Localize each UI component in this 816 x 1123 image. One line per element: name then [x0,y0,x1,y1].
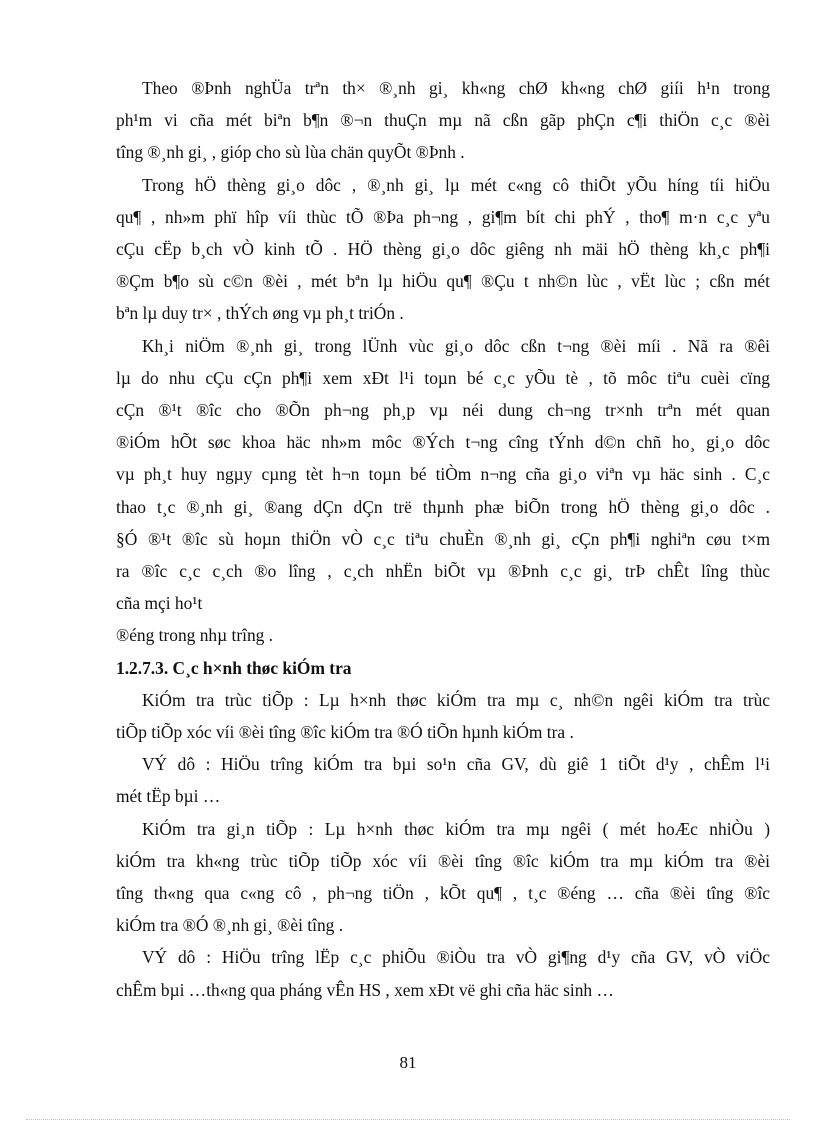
text-line: qu¶ , nh»m phï hîp víi thùc tÕ ®Þa ph¬ng , gi¶m bít chi phÝ , tho¶ m·n c¸c yªu [116,206,770,227]
text-line: KiÓm tra trùc tiÕp : Lµ h×nh thøc kiÓm tra mµ c¸ nh©n ngêi kiÓm tra trùc [142,689,770,710]
text-line: Kh¸i niÖm ®¸nh gi¸ trong lÜnh vùc gi¸o dôc cßn t¬ng ®èi míi . Nã ra ®êi [142,335,770,356]
text-line: KiÓm tra gi¸n tiÕp : Lµ h×nh thøc kiÓm tra mµ ngêi ( mét hoÆc nhiÒu ) [142,818,770,839]
text-line: ra ®îc c¸c c¸ch ®o lîng , c¸ch nhËn biÕt vµ ®Þnh c¸c gi¸ trÞ chÊt lîng thùc [116,561,770,582]
text-line: bªn lµ duy tr× , thÝch øng vµ ph¸t triÓn . [116,303,404,324]
text-line: chÊm bµi …th«ng qua pháng vÊn HS , xem xÐt vë ghi cña häc sinh … [116,979,614,1000]
body-text [116,72,770,1006]
text-line: thao t¸c ®¸nh gi¸ ®ang dÇn dÇn trë thµnh phæ biÕn trong hÖ thèng gi¸o dôc . [116,496,770,517]
text-line: cña mçi ho¹t [116,593,203,614]
text-line: vµ ph¸t huy ngµy cµng tèt h¬n toµn bé tiÒm n¬ng cña gi¸o viªn vµ häc sinh . C¸c [116,464,770,485]
text-line: Theo ®Þnh nghÜa trªn th× ®¸nh gi¸ kh«ng chØ kh«ng chØ giíi h¹n trong [142,78,770,98]
text-line: ph¹m vi cña mét biªn b¶n ®¬n thuÇn mµ nã cßn gãp phÇn c¶i thiÖn c¸c ®èi [116,110,770,131]
text-line: tiÕp tiÕp xóc víi ®èi tîng ®îc kiÓm tra ®Ó tiÕn hµnh kiÓm tra . [116,722,574,743]
text-line: §Ó ®¹t ®îc sù hoµn thiÖn vÒ c¸c tiªu chuÈn ®¸nh gi¸ cÇn ph¶i nghiªn cøu t×m [116,528,770,549]
text-line: VÝ dô : HiÖu trîng lËp c¸c phiÕu ®iÒu tra vÒ gi¶ng d¹y cña GV, vÒ viÖc [142,947,770,968]
text-line: Trong hÖ thèng gi¸o dôc , ®¸nh gi¸ lµ mét c«ng cô thiÕt yÕu híng tíi hiÖu [142,174,770,195]
page-number: 81 [399,1053,417,1072]
text-line: ®éng trong nhµ trîng . [116,625,274,646]
text-line: lµ do nhu cÇu cÇn ph¶i xem xÐt l¹i toµn bé c¸c yÕu tè , tõ môc tiªu cuèi cïng [116,367,770,388]
section-heading: 1.2.7.3. C¸c h×nh thøc kiÓm tra [116,657,352,678]
text-line: VÝ dô : HiÖu trîng kiÓm tra bµi so¹n cña GV, dù giê 1 tiÕt d¹y , chÊm l¹i [142,754,770,775]
page-bottom-divider [26,1119,790,1120]
text-line: ®Çm b¶o sù c©n ®èi , mét bªn lµ hiÖu qu¶ ®Çu t nh©n lùc , vËt lùc ; cßn mét [116,271,770,292]
text-line: mét tËp bµi … [116,786,221,807]
text-line: cÇu cËp b¸ch vÒ kinh tÕ . HÖ thèng gi¸o dôc giêng nh mäi hÖ thèng kh¸c ph¶i [116,239,770,260]
text-line: cÇn ®¹t ®îc cho ®Õn ph¬ng ph¸p vµ néi dung ch¬ng tr×nh trªn mét quan [116,400,770,421]
text-line: kiÓm tra kh«ng trùc tiÕp tiÕp xóc víi ®èi tîng ®îc kiÓm tra mµ kiÓm tra ®èi [116,850,770,871]
text-line: kiÓm tra ®Ó ®¸nh gi¸ ®èi tîng . [116,915,344,936]
text-line: tîng th«ng qua c«ng cô , ph¬ng tiÖn , kÕt qu¶ , t¸c ®éng … cña ®èi tîng ®îc [116,883,770,904]
text-line: tîng ®¸nh gi¸ , gióp cho sù lùa chän quyÕt ®Þnh . [116,142,465,163]
text-line: ®iÓm hÕt søc khoa häc nh»m môc ®Ých t¬ng cîng tÝnh d©n chñ ho¸ gi¸o dôc [116,432,770,453]
